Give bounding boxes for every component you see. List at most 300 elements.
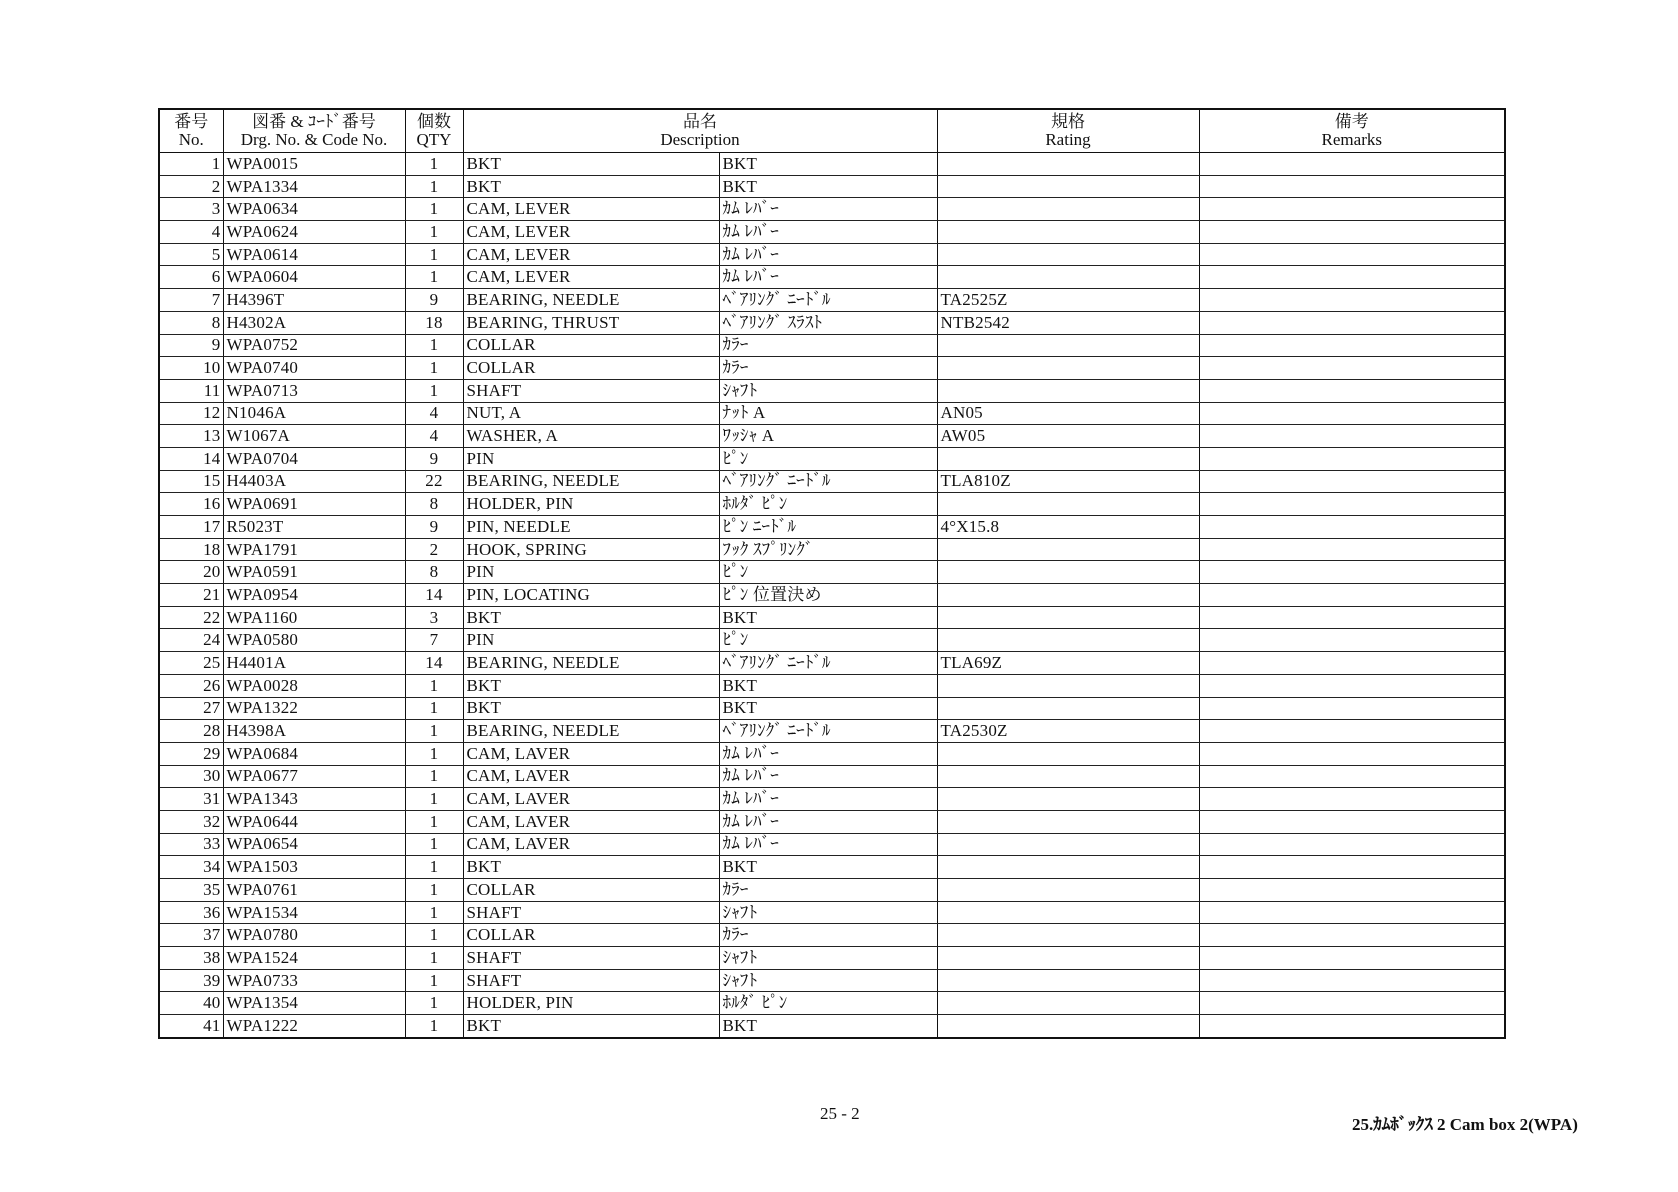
table-row (159, 516, 1505, 539)
table-row (159, 901, 1505, 924)
part-no-cell: 20 (159, 561, 223, 584)
part-no-cell: 41 (159, 1015, 223, 1038)
table-row (159, 402, 1505, 425)
qty-cell: 9 (405, 447, 463, 470)
description-en-cell: PIN, LOCATING (463, 584, 719, 607)
header-qty-en: QTY (416, 130, 452, 149)
table-row (159, 856, 1505, 879)
remarks-cell (1199, 243, 1505, 266)
qty-cell: 1 (405, 175, 463, 198)
part-no-cell: 36 (159, 901, 223, 924)
code-cell: WPA0614 (223, 243, 405, 266)
code-cell: WPA0954 (223, 584, 405, 607)
remarks-cell (1199, 810, 1505, 833)
qty-cell: 1 (405, 765, 463, 788)
qty-cell: 22 (405, 470, 463, 493)
part-no-cell: 35 (159, 879, 223, 902)
code-cell: WPA1334 (223, 175, 405, 198)
description-en-cell: COLLAR (463, 357, 719, 380)
part-no-cell: 27 (159, 697, 223, 720)
header-qty (405, 109, 463, 153)
code-cell: WPA0761 (223, 879, 405, 902)
rating-cell: AW05 (937, 425, 1199, 448)
remarks-cell (1199, 175, 1505, 198)
qty-cell: 1 (405, 357, 463, 380)
description-en-cell: BEARING, NEEDLE (463, 720, 719, 743)
section-title: 25.ｶﾑﾎﾞｯｸｽ 2 Cam box 2(WPA) (1352, 1115, 1578, 1134)
table-row (159, 674, 1505, 697)
parts-list-table (158, 108, 1506, 1039)
remarks-cell (1199, 697, 1505, 720)
description-en-cell: BEARING, NEEDLE (463, 652, 719, 675)
remarks-cell (1199, 561, 1505, 584)
rating-cell (937, 266, 1199, 289)
description-jp-cell: ﾍﾞｱﾘﾝｸﾞ ﾆｰﾄﾞﾙ (719, 652, 937, 675)
table-row (159, 788, 1505, 811)
table-row (159, 992, 1505, 1015)
rating-cell (937, 561, 1199, 584)
remarks-cell (1199, 901, 1505, 924)
header-remarks-jp: 備考 (1334, 112, 1369, 131)
remarks-cell (1199, 833, 1505, 856)
rating-cell (937, 357, 1199, 380)
qty-cell: 1 (405, 221, 463, 244)
code-cell: R5023T (223, 516, 405, 539)
table-row (159, 947, 1505, 970)
description-jp-cell: ｶﾑ ﾚﾊﾞｰ (719, 765, 937, 788)
code-cell: WPA0644 (223, 810, 405, 833)
description-en-cell: NUT, A (463, 402, 719, 425)
table-row (159, 357, 1505, 380)
qty-cell: 3 (405, 606, 463, 629)
description-en-cell: HOOK, SPRING (463, 538, 719, 561)
qty-cell: 1 (405, 856, 463, 879)
table-row (159, 720, 1505, 743)
rating-cell: AN05 (937, 402, 1199, 425)
part-no-cell: 24 (159, 629, 223, 652)
description-jp-cell: BKT (719, 856, 937, 879)
rating-cell (937, 1015, 1199, 1038)
table-row (159, 584, 1505, 607)
part-no-cell: 18 (159, 538, 223, 561)
description-jp-cell: ｶﾑ ﾚﾊﾞｰ (719, 198, 937, 221)
table-row (159, 198, 1505, 221)
code-cell: WPA1222 (223, 1015, 405, 1038)
part-no-cell: 10 (159, 357, 223, 380)
code-cell: H4396T (223, 289, 405, 312)
remarks-cell (1199, 969, 1505, 992)
header-rating (937, 109, 1199, 153)
table-row (159, 924, 1505, 947)
part-no-cell: 40 (159, 992, 223, 1015)
description-jp-cell: ｼｬﾌﾄ (719, 969, 937, 992)
remarks-cell (1199, 1015, 1505, 1038)
table-row (159, 334, 1505, 357)
description-en-cell: HOLDER, PIN (463, 992, 719, 1015)
description-en-cell: SHAFT (463, 379, 719, 402)
description-jp-cell: ﾍﾞｱﾘﾝｸﾞ ｽﾗｽﾄ (719, 311, 937, 334)
qty-cell: 1 (405, 833, 463, 856)
rating-cell: TA2525Z (937, 289, 1199, 312)
description-en-cell: PIN (463, 447, 719, 470)
code-cell: H4401A (223, 652, 405, 675)
description-en-cell: COLLAR (463, 879, 719, 902)
part-no-cell: 9 (159, 334, 223, 357)
table-row (159, 969, 1505, 992)
description-en-cell: COLLAR (463, 334, 719, 357)
qty-cell: 14 (405, 584, 463, 607)
description-en-cell: CAM, LEVER (463, 266, 719, 289)
rating-cell (937, 629, 1199, 652)
qty-cell: 1 (405, 697, 463, 720)
rating-cell (937, 765, 1199, 788)
qty-cell: 1 (405, 788, 463, 811)
remarks-cell (1199, 425, 1505, 448)
rating-cell: TLA69Z (937, 652, 1199, 675)
description-jp-cell: BKT (719, 697, 937, 720)
header-remarks (1199, 109, 1505, 153)
remarks-cell (1199, 289, 1505, 312)
qty-cell: 1 (405, 243, 463, 266)
header-description (463, 109, 937, 153)
table-row (159, 311, 1505, 334)
code-cell: WPA0634 (223, 198, 405, 221)
description-en-cell: BEARING, THRUST (463, 311, 719, 334)
rating-cell (937, 833, 1199, 856)
code-cell: H4398A (223, 720, 405, 743)
header-no-en: No. (178, 130, 204, 149)
part-no-cell: 34 (159, 856, 223, 879)
description-en-cell: BKT (463, 856, 719, 879)
description-jp-cell: ﾋﾟﾝ (719, 561, 937, 584)
part-no-cell: 17 (159, 516, 223, 539)
part-no-cell: 3 (159, 198, 223, 221)
code-cell: WPA1791 (223, 538, 405, 561)
code-cell: WPA0684 (223, 742, 405, 765)
part-no-cell: 30 (159, 765, 223, 788)
part-no-cell: 7 (159, 289, 223, 312)
description-en-cell: BKT (463, 674, 719, 697)
table-row (159, 425, 1505, 448)
part-no-cell: 25 (159, 652, 223, 675)
header-no-jp: 番号 (174, 112, 209, 131)
remarks-cell (1199, 742, 1505, 765)
remarks-cell (1199, 516, 1505, 539)
description-jp-cell: BKT (719, 153, 937, 176)
table-row (159, 697, 1505, 720)
header-rating-jp: 規格 (1051, 112, 1086, 131)
description-en-cell: WASHER, A (463, 425, 719, 448)
description-jp-cell: ｶﾑ ﾚﾊﾞｰ (719, 266, 937, 289)
description-en-cell: PIN (463, 561, 719, 584)
table-row (159, 1015, 1505, 1038)
code-cell: WPA0015 (223, 153, 405, 176)
qty-cell: 1 (405, 674, 463, 697)
rating-cell (937, 153, 1199, 176)
description-jp-cell: ｶﾗｰ (719, 924, 937, 947)
qty-cell: 8 (405, 493, 463, 516)
description-jp-cell: ｶﾗｰ (719, 334, 937, 357)
remarks-cell (1199, 538, 1505, 561)
remarks-cell (1199, 379, 1505, 402)
part-no-cell: 33 (159, 833, 223, 856)
description-en-cell: CAM, LAVER (463, 810, 719, 833)
description-jp-cell: ｶﾑ ﾚﾊﾞｰ (719, 833, 937, 856)
rating-cell: NTB2542 (937, 311, 1199, 334)
part-no-cell: 14 (159, 447, 223, 470)
qty-cell: 7 (405, 629, 463, 652)
code-cell: WPA0740 (223, 357, 405, 380)
rating-cell: 4°X15.8 (937, 516, 1199, 539)
description-jp-cell: ｶﾑ ﾚﾊﾞｰ (719, 810, 937, 833)
description-jp-cell: ﾅｯﾄ A (719, 402, 937, 425)
code-cell: WPA0733 (223, 969, 405, 992)
remarks-cell (1199, 924, 1505, 947)
description-jp-cell: ｼｬﾌﾄ (719, 947, 937, 970)
description-jp-cell: ﾎﾙﾀﾞ ﾋﾟﾝ (719, 493, 937, 516)
description-jp-cell: ｶﾑ ﾚﾊﾞｰ (719, 742, 937, 765)
part-no-cell: 29 (159, 742, 223, 765)
qty-cell: 4 (405, 425, 463, 448)
rating-cell (937, 606, 1199, 629)
code-cell: WPA1322 (223, 697, 405, 720)
table-row (159, 538, 1505, 561)
header-code-jp: 図番 & ｺｰﾄﾞ番号 (252, 112, 376, 131)
description-en-cell: BKT (463, 697, 719, 720)
part-no-cell: 11 (159, 379, 223, 402)
rating-cell (937, 379, 1199, 402)
header-no (159, 109, 223, 153)
part-no-cell: 31 (159, 788, 223, 811)
description-en-cell: BKT (463, 153, 719, 176)
description-en-cell: PIN, NEEDLE (463, 516, 719, 539)
part-no-cell: 12 (159, 402, 223, 425)
code-cell: WPA0654 (223, 833, 405, 856)
qty-cell: 1 (405, 879, 463, 902)
table-row (159, 810, 1505, 833)
remarks-cell (1199, 788, 1505, 811)
code-cell: WPA0580 (223, 629, 405, 652)
header-qty-jp: 個数 (417, 112, 451, 131)
part-no-cell: 2 (159, 175, 223, 198)
description-en-cell: CAM, LEVER (463, 243, 719, 266)
qty-cell: 4 (405, 402, 463, 425)
rating-cell (937, 924, 1199, 947)
part-no-cell: 6 (159, 266, 223, 289)
rating-cell (937, 493, 1199, 516)
qty-cell: 1 (405, 720, 463, 743)
rating-cell (937, 742, 1199, 765)
rating-cell (937, 584, 1199, 607)
part-no-cell: 38 (159, 947, 223, 970)
description-en-cell: SHAFT (463, 969, 719, 992)
remarks-cell (1199, 606, 1505, 629)
header-description-jp: 品名 (683, 112, 717, 131)
part-no-cell: 13 (159, 425, 223, 448)
part-no-cell: 15 (159, 470, 223, 493)
remarks-cell (1199, 221, 1505, 244)
description-jp-cell: BKT (719, 1015, 937, 1038)
description-jp-cell: ｶﾑ ﾚﾊﾞｰ (719, 243, 937, 266)
header-rating-en: Rating (1045, 130, 1091, 149)
qty-cell: 1 (405, 379, 463, 402)
qty-cell: 1 (405, 969, 463, 992)
page-number: 25 - 2 (820, 1104, 860, 1123)
code-cell: W1067A (223, 425, 405, 448)
rating-cell (937, 947, 1199, 970)
code-cell: WPA0713 (223, 379, 405, 402)
table-row (159, 561, 1505, 584)
rating-cell (937, 992, 1199, 1015)
header-code (223, 109, 405, 153)
table-row (159, 652, 1505, 675)
code-cell: WPA0591 (223, 561, 405, 584)
part-no-cell: 21 (159, 584, 223, 607)
table-row (159, 447, 1505, 470)
table-row (159, 379, 1505, 402)
description-jp-cell: ｼｬﾌﾄ (719, 901, 937, 924)
code-cell: WPA1524 (223, 947, 405, 970)
remarks-cell (1199, 992, 1505, 1015)
description-en-cell: COLLAR (463, 924, 719, 947)
qty-cell: 14 (405, 652, 463, 675)
remarks-cell (1199, 153, 1505, 176)
remarks-cell (1199, 856, 1505, 879)
part-no-cell: 8 (159, 311, 223, 334)
table-row (159, 493, 1505, 516)
description-jp-cell: ﾋﾟﾝ 位置決め (719, 584, 937, 607)
part-no-cell: 22 (159, 606, 223, 629)
description-en-cell: BKT (463, 1015, 719, 1038)
code-cell: WPA1160 (223, 606, 405, 629)
description-en-cell: PIN (463, 629, 719, 652)
remarks-cell (1199, 674, 1505, 697)
code-cell: WPA1503 (223, 856, 405, 879)
qty-cell: 18 (405, 311, 463, 334)
code-cell: N1046A (223, 402, 405, 425)
description-en-cell: SHAFT (463, 901, 719, 924)
code-cell: WPA1534 (223, 901, 405, 924)
part-no-cell: 32 (159, 810, 223, 833)
rating-cell (937, 334, 1199, 357)
remarks-cell (1199, 357, 1505, 380)
qty-cell: 1 (405, 992, 463, 1015)
code-cell: WPA0704 (223, 447, 405, 470)
table-row (159, 266, 1505, 289)
qty-cell: 1 (405, 901, 463, 924)
description-jp-cell: ﾍﾞｱﾘﾝｸﾞ ﾆｰﾄﾞﾙ (719, 720, 937, 743)
remarks-cell (1199, 198, 1505, 221)
description-jp-cell: ﾋﾟﾝ ﾆｰﾄﾞﾙ (719, 516, 937, 539)
rating-cell (937, 447, 1199, 470)
qty-cell: 1 (405, 334, 463, 357)
table-row (159, 742, 1505, 765)
description-en-cell: CAM, LAVER (463, 788, 719, 811)
description-en-cell: CAM, LEVER (463, 221, 719, 244)
rating-cell (937, 901, 1199, 924)
rating-cell (937, 221, 1199, 244)
remarks-cell (1199, 311, 1505, 334)
rating-cell (937, 538, 1199, 561)
description-en-cell: CAM, LAVER (463, 765, 719, 788)
description-en-cell: CAM, LAVER (463, 742, 719, 765)
part-no-cell: 28 (159, 720, 223, 743)
remarks-cell (1199, 493, 1505, 516)
description-en-cell: HOLDER, PIN (463, 493, 719, 516)
code-cell: WPA1343 (223, 788, 405, 811)
qty-cell: 9 (405, 289, 463, 312)
description-jp-cell: ｶﾑ ﾚﾊﾞｰ (719, 221, 937, 244)
rating-cell (937, 879, 1199, 902)
header-remarks-en: Remarks (1321, 130, 1382, 149)
code-cell: WPA0677 (223, 765, 405, 788)
description-jp-cell: ﾍﾞｱﾘﾝｸﾞ ﾆｰﾄﾞﾙ (719, 289, 937, 312)
rating-cell (937, 175, 1199, 198)
qty-cell: 1 (405, 1015, 463, 1038)
description-en-cell: BKT (463, 175, 719, 198)
part-no-cell: 37 (159, 924, 223, 947)
description-jp-cell: ｶﾑ ﾚﾊﾞｰ (719, 788, 937, 811)
table-row (159, 221, 1505, 244)
description-jp-cell: ｶﾗｰ (719, 357, 937, 380)
code-cell: WPA0028 (223, 674, 405, 697)
table-row (159, 833, 1505, 856)
rating-cell (937, 788, 1199, 811)
table-row (159, 470, 1505, 493)
description-jp-cell: ﾎﾙﾀﾞ ﾋﾟﾝ (719, 992, 937, 1015)
description-jp-cell: ﾜｯｼｬ A (719, 425, 937, 448)
qty-cell: 1 (405, 153, 463, 176)
table-row (159, 606, 1505, 629)
part-no-cell: 1 (159, 153, 223, 176)
description-jp-cell: BKT (719, 674, 937, 697)
code-cell: H4403A (223, 470, 405, 493)
rating-cell (937, 697, 1199, 720)
code-cell: WPA0624 (223, 221, 405, 244)
description-en-cell: CAM, LEVER (463, 198, 719, 221)
description-jp-cell: BKT (719, 606, 937, 629)
header-code-en: Drg. No. & Code No. (240, 130, 388, 149)
code-cell: WPA0604 (223, 266, 405, 289)
code-cell: WPA0691 (223, 493, 405, 516)
remarks-cell (1199, 447, 1505, 470)
rating-cell (937, 810, 1199, 833)
qty-cell: 1 (405, 266, 463, 289)
remarks-cell (1199, 720, 1505, 743)
table-row (159, 153, 1505, 176)
description-jp-cell: ﾋﾟﾝ (719, 447, 937, 470)
remarks-cell (1199, 652, 1505, 675)
remarks-cell (1199, 334, 1505, 357)
description-jp-cell: ﾍﾞｱﾘﾝｸﾞ ﾆｰﾄﾞﾙ (719, 470, 937, 493)
description-en-cell: BEARING, NEEDLE (463, 470, 719, 493)
table-row (159, 879, 1505, 902)
rating-cell (937, 969, 1199, 992)
qty-cell: 1 (405, 198, 463, 221)
part-no-cell: 39 (159, 969, 223, 992)
rating-cell (937, 674, 1199, 697)
part-no-cell: 26 (159, 674, 223, 697)
code-cell: H4302A (223, 311, 405, 334)
rating-cell: TLA810Z (937, 470, 1199, 493)
description-jp-cell: ﾋﾟﾝ (719, 629, 937, 652)
table-row (159, 289, 1505, 312)
qty-cell: 1 (405, 924, 463, 947)
parts-list-body (159, 153, 1505, 1038)
code-cell: WPA0780 (223, 924, 405, 947)
part-no-cell: 4 (159, 221, 223, 244)
qty-cell: 1 (405, 742, 463, 765)
